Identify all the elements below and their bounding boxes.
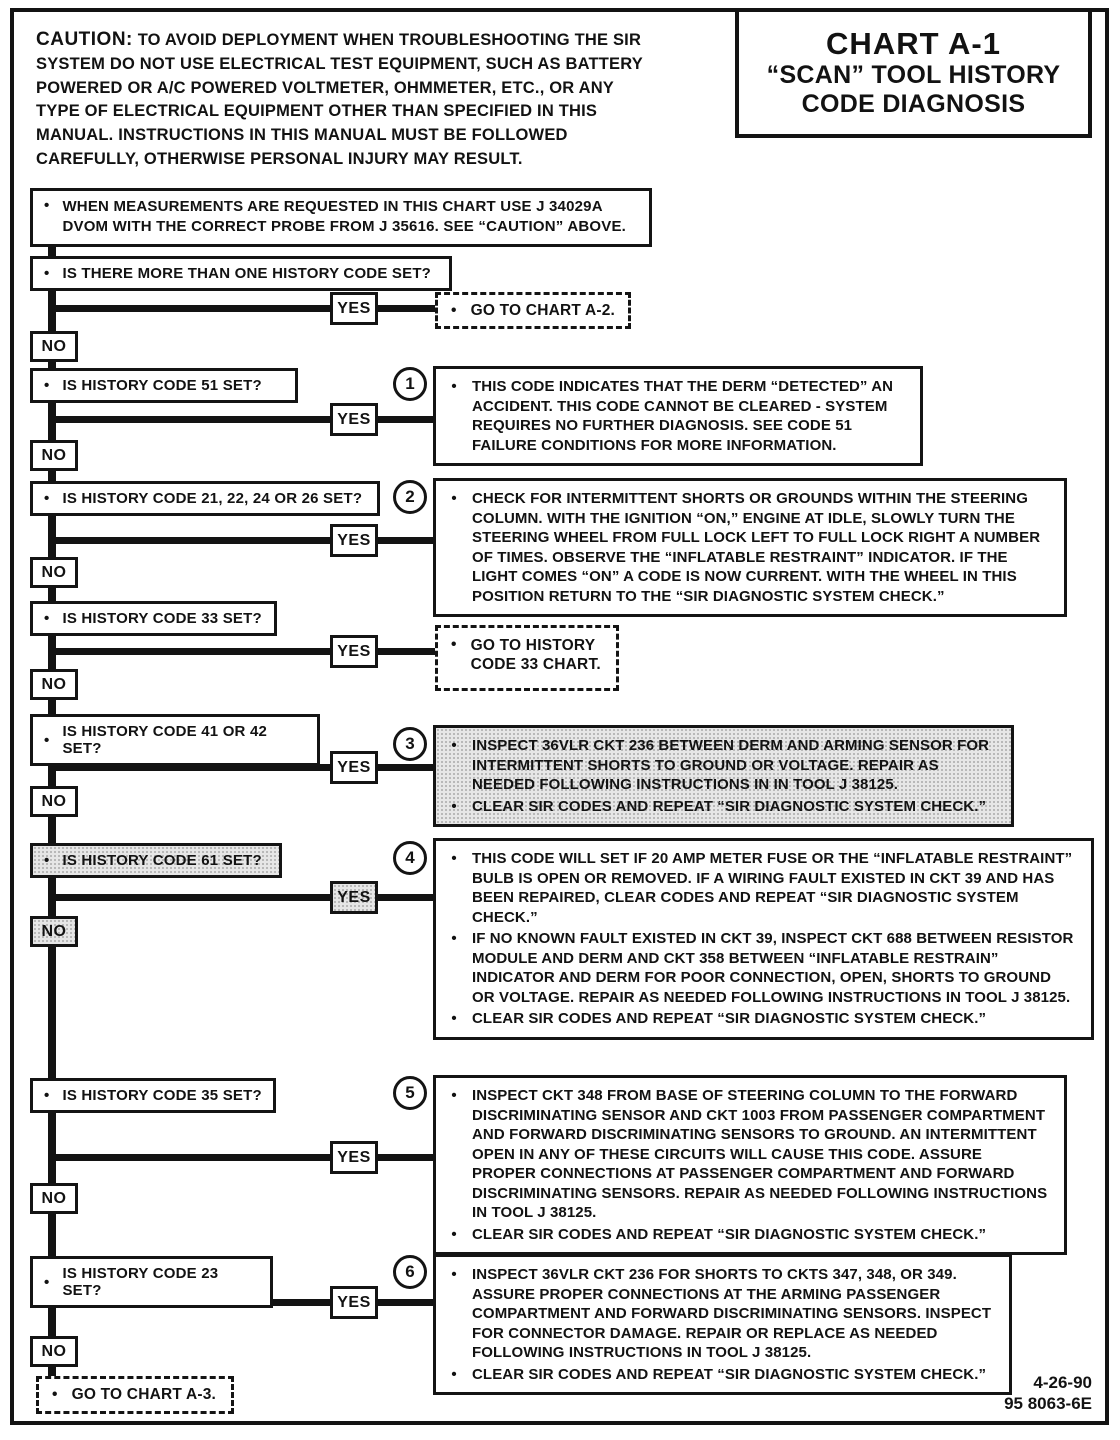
flow-branch-line [378,416,436,423]
step-number-label: 6 [405,1262,415,1281]
yes-label: YES [337,1148,371,1166]
step-number-3 [393,727,427,761]
flow-branch-line [52,305,330,312]
bullet-icon: • [451,1225,457,1243]
step-number-5 [393,1076,427,1110]
response-codes-21-22-24-26 [433,478,1067,617]
no-label: NO [41,563,67,581]
yes-tag [330,1286,378,1319]
question-text: IS HISTORY CODE 61 SET? [62,852,262,869]
step-number-label: 4 [405,848,415,867]
question-text: IS HISTORY CODE 51 SET? [62,377,262,394]
no-label: NO [41,1189,67,1207]
yes-tag [330,292,378,325]
step-number-1 [393,367,427,401]
flow-branch-line [378,305,437,312]
goto-chart-a3-text: GO TO CHART A-3. [71,1386,217,1403]
yes-label: YES [337,299,371,317]
bullet-icon: • [451,737,457,754]
flow-branch-line [378,648,437,655]
caution-note [36,26,650,171]
yes-tag [330,881,378,914]
bullet-icon: • [451,1010,457,1027]
no-tag [30,331,78,362]
footer-revision [900,1372,1092,1415]
intro-text: WHEN MEASUREMENTS ARE REQUESTED IN THIS CHART USE J 34029A DVOM WITH THE CORRECT PROBE FROM J 35616. SEE “CAUTION” ABOVE. [62,198,627,236]
flow-branch-line [52,648,330,655]
response-code-35 [433,1075,1067,1255]
flow-branch-line [52,416,330,423]
question-text: IS HISTORY CODE 41 OR 42 SET? [62,723,268,757]
response-code-51 [433,366,923,466]
footer-code: 95 8063-6E [1004,1394,1092,1414]
chart-title-box [735,8,1092,138]
no-label: NO [41,337,67,355]
bullet-icon: • [451,1266,457,1283]
flow-branch-line [378,1154,436,1161]
caution-text: TO AVOID DEPLOYMENT WHEN TROUBLESHOOTING THE SIR SYSTEM DO NOT USE ELECTRICAL TEST EQUIPMENT, SUCH AS BATTERY POWERED OR A/C POWERED VOLTMETER, OHMMETER, ETC., OR ANY TYPE OF ELECTRICAL EQUIPMENT OTHER THAN SPECIFIED IN THIS MANUAL. INSTRUCTIONS IN THIS MANUAL MUST BE FOLLOWED CAREFULLY, OTHERWISE PERSONAL INJURY MAY RESULT. [36,31,643,168]
response-text: CLEAR SIR CODES AND REPEAT “SIR DIAGNOSTIC SYSTEM CHECK.” [472,1225,987,1243]
bullet-icon: • [451,301,457,319]
intro-instruction-box [30,188,652,247]
flow-branch-line [378,537,436,544]
flow-branch-line [378,894,436,901]
goto-chart-a2-box [435,292,631,329]
bullet-icon: • [44,265,50,282]
step-number-4 [393,841,427,875]
question-code-41-42 [30,714,320,766]
yes-tag [330,1141,378,1174]
bullet-icon: • [451,797,457,815]
response-text: CHECK FOR INTERMITTENT SHORTS OR GROUNDS WITHIN THE STEERING COLUMN. WITH THE IGNITION “ON,” ENGINE AT IDLE, SLOWLY TURN THE STEERING WHEEL FROM FULL LOCK LEFT TO FULL LOCK RIGHT A NUMBER OF TIMES. OBSERVE THE “INFLATABLE RESTRAINT” INDICATOR. IF THE LIGHT COMES “ON” A CODE IS NOW CURRENT. WITH THE WHEEL IN THIS POSITION RETURN TO THE “SIR DIAGNOSTIC SYSTEM CHECK.” [472,490,1041,605]
flow-branch-line [378,1299,436,1306]
response-text: INSPECT 36VLR CKT 236 BETWEEN DERM AND ARMING SENSOR FOR INTERMITTENT SHORTS TO GROUND OR VOLTAGE. REPAIR AS NEEDED FOLLOWING INSTRUCTIONS IN IN TOOL J 38125. [472,737,990,793]
bullet-icon: • [451,490,457,507]
no-label: NO [41,922,67,940]
goto-code-33-line2: CODE 33 CHART. [470,656,601,674]
footer-date: 4-26-90 [1033,1373,1092,1392]
bullet-icon: • [44,490,50,507]
question-code-35 [30,1078,276,1113]
goto-history-code-33-box [435,625,619,691]
yes-tag [330,635,378,668]
no-label: NO [41,446,67,464]
question-code-23 [30,1256,273,1308]
bullet-icon: • [451,930,457,947]
no-label: NO [41,675,67,693]
response-code-41-42 [433,725,1014,827]
question-codes-21-22-24-26 [30,481,380,516]
step-number-2 [393,480,427,514]
bullet-icon: • [451,636,457,653]
no-label: NO [41,1342,67,1360]
no-tag [30,786,78,817]
flow-branch-line [52,1154,330,1161]
bullet-icon: • [451,1087,457,1104]
step-number-label: 3 [405,734,415,753]
no-label: NO [41,792,67,810]
no-tag [30,916,78,947]
bullet-icon: • [52,1386,58,1403]
response-text: CLEAR SIR CODES AND REPEAT “SIR DIAGNOSTIC SYSTEM CHECK.” [472,1365,987,1383]
bullet-icon: • [451,1365,457,1383]
question-text: IS HISTORY CODE 23 SET? [62,1265,219,1299]
bullet-icon: • [44,610,50,627]
flow-branch-line [52,894,330,901]
bullet-icon: • [44,377,50,394]
bullet-icon: • [451,850,457,867]
no-tag [30,557,78,588]
flow-branch-line [52,537,330,544]
response-text: CLEAR SIR CODES AND REPEAT “SIR DIAGNOSTIC SYSTEM CHECK.” [472,797,987,815]
response-text: INSPECT CKT 348 FROM BASE OF STEERING COLUMN TO THE FORWARD DISCRIMINATING SENSOR AND CKT 1003 FROM PASSENGER COMPARTMENT AND FORWARD DISCRIMINATING SENSORS TO GROUND. AN INTERMITTENT OPEN IN ANY OF THESE CIRCUITS WILL CAUSE THIS CODE. ASSURE PROPER CONNECTIONS AT PASSENGER COMPARTMENT AND FORWARD DISCRIMINATING SENSORS. REPAIR AS NEEDED FOLLOWING INSTRUCTIONS IN TOOL J 38125. [472,1087,1048,1221]
chart-subtitle-2: CODE DIAGNOSIS [801,90,1026,119]
flow-branch-line [378,764,436,771]
question-text: IS HISTORY CODE 21, 22, 24 OR 26 SET? [62,490,363,507]
yes-label: YES [337,888,371,906]
question-code-51 [30,368,298,403]
goto-chart-a2-text: GO TO CHART A-2. [470,301,616,319]
yes-tag [330,403,378,436]
question-text: IS HISTORY CODE 33 SET? [62,610,262,627]
yes-label: YES [337,758,371,776]
step-number-label: 2 [405,487,415,506]
question-code-61 [30,843,282,878]
no-tag [30,669,78,700]
yes-label: YES [337,1293,371,1311]
bullet-icon: • [44,197,50,214]
bullet-icon: • [44,1087,50,1104]
yes-label: YES [337,642,371,660]
question-text: IS HISTORY CODE 35 SET? [62,1087,262,1104]
goto-chart-a3-box [36,1376,234,1414]
response-text: THIS CODE WILL SET IF 20 AMP METER FUSE OR THE “INFLATABLE RESTRAINT” BULB IS OPEN OR REMOVED. IF A WIRING FAULT EXISTED IN CKT 39 AND HAS BEEN REPAIRED, CLEAR CODES AND REPEAT “SIR DIAGNOSTIC SYSTEM CHECK.” [472,850,1073,926]
yes-label: YES [337,410,371,428]
bullet-icon: • [44,852,50,869]
no-tag [30,1336,78,1367]
step-number-6 [393,1255,427,1289]
chart-title: CHART A-1 [826,26,1001,62]
question-code-33 [30,601,277,636]
response-code-61 [433,838,1094,1040]
bullet-icon: • [44,731,50,749]
question-multiple-codes [30,256,452,291]
yes-tag [330,751,378,784]
response-text: INSPECT 36VLR CKT 236 FOR SHORTS TO CKTS 347, 348, OR 349. ASSURE PROPER CONNECTIONS AT THE ARMING PASSENGER COMPARTMENT AND FORWARD DISCRIMINATING SENSORS. INSPECT FOR CONNECTOR DAMAGE. REPAIR OR REPLACE AS NEEDED FOLLOWING INSTRUCTIONS IN TOOL J 38125. [472,1266,992,1361]
bullet-icon: • [44,1273,50,1291]
yes-label: YES [337,531,371,549]
response-text: IF NO KNOWN FAULT EXISTED IN CKT 39, INSPECT CKT 688 BETWEEN RESISTOR MODULE AND DERM AND CKT 358 BETWEEN “INFLATABLE RESTRAIN” INDICATOR AND DERM FOR POOR CONNECTION, OPEN, SHORTS TO GROUND OR VOLTAGE. REPAIR AS NEEDED FOLLOWING INSTRUCTIONS IN TOOL J 38125. [472,930,1074,1006]
question-text: IS THERE MORE THAN ONE HISTORY CODE SET? [62,265,432,282]
goto-code-33-line1: GO TO HISTORY [470,637,596,654]
caution-label: CAUTION: [36,29,133,50]
step-number-label: 5 [405,1083,415,1102]
no-tag [30,1183,78,1214]
response-text: CLEAR SIR CODES AND REPEAT “SIR DIAGNOSTIC SYSTEM CHECK.” [472,1010,987,1027]
chart-subtitle-1: “SCAN” TOOL HISTORY [766,61,1061,90]
response-text: THIS CODE INDICATES THAT THE DERM “DETECTED” AN ACCIDENT. THIS CODE CANNOT BE CLEARED - SYSTEM REQUIRES NO FURTHER DIAGNOSIS. SEE CODE 51 FAILURE CONDITIONS FOR MORE INFORMATION. [472,378,894,454]
step-number-label: 1 [405,374,415,393]
no-tag [30,440,78,471]
yes-tag [330,524,378,557]
bullet-icon: • [451,378,457,395]
